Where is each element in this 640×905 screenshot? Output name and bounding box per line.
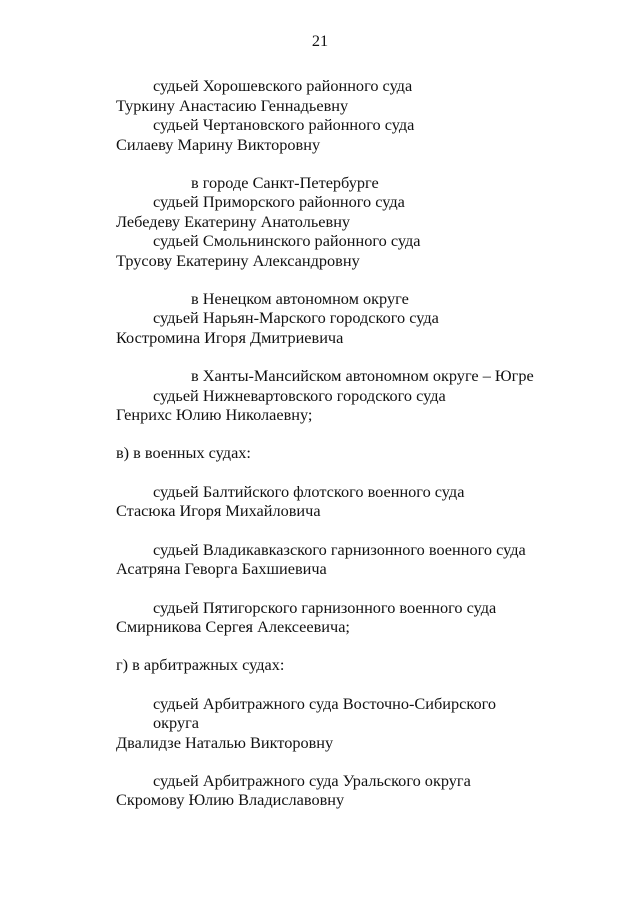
court-line: судьей Смольнинского районного суда	[153, 231, 421, 250]
judge-name: Лебедеву Екатерину Анатольевну	[116, 212, 351, 231]
section-heading: г) в арбитражных судах:	[116, 655, 285, 674]
page-number: 21	[311, 31, 329, 50]
section-heading: в) в военных судах:	[116, 443, 251, 462]
region-heading: в Ненецком автономном округе	[191, 289, 409, 308]
judge-name: Костромина Игоря Дмитриевича	[116, 328, 344, 347]
court-line: судьей Пятигорского гарнизонного военного суда	[153, 598, 497, 617]
judge-name: Генрихс Юлию Николаевну;	[116, 405, 313, 424]
judge-name: Стасюка Игоря Михайловича	[116, 501, 321, 520]
region-heading: в Ханты-Мансийском автономном округе – Югре	[191, 366, 534, 385]
court-line-continued: округа	[153, 713, 200, 732]
judge-name: Трусову Екатерину Александровну	[116, 251, 360, 270]
court-line: судьей Арбитражного суда Восточно-Сибирского	[153, 694, 497, 713]
judge-name: Силаеву Марину Викторовну	[116, 135, 321, 154]
court-line: судьей Чертановского районного суда	[153, 115, 415, 134]
region-heading: в городе Санкт-Петербурге	[191, 173, 379, 192]
court-line: судьей Арбитражного суда Уральского округа	[153, 771, 471, 790]
court-line: судьей Балтийского флотского военного суда	[153, 482, 465, 501]
court-line: судьей Нижневартовского городского суда	[153, 386, 446, 405]
judge-name: Двалидзе Наталью Викторовну	[116, 733, 334, 752]
judge-name: Туркину Анастасию Геннадьевну	[116, 96, 349, 115]
judge-name: Асатряна Геворга Бахшиевича	[116, 559, 327, 578]
court-line: судьей Нарьян-Марского городского суда	[153, 308, 439, 327]
court-line: судьей Приморского районного суда	[153, 192, 405, 211]
judge-name: Скромову Юлию Владиславовну	[116, 790, 345, 809]
judge-name: Смирникова Сергея Алексеевича;	[116, 617, 350, 636]
court-line: судьей Владикавказского гарнизонного военного суда	[153, 540, 526, 559]
court-line: судьей Хорошевского районного суда	[153, 76, 413, 95]
